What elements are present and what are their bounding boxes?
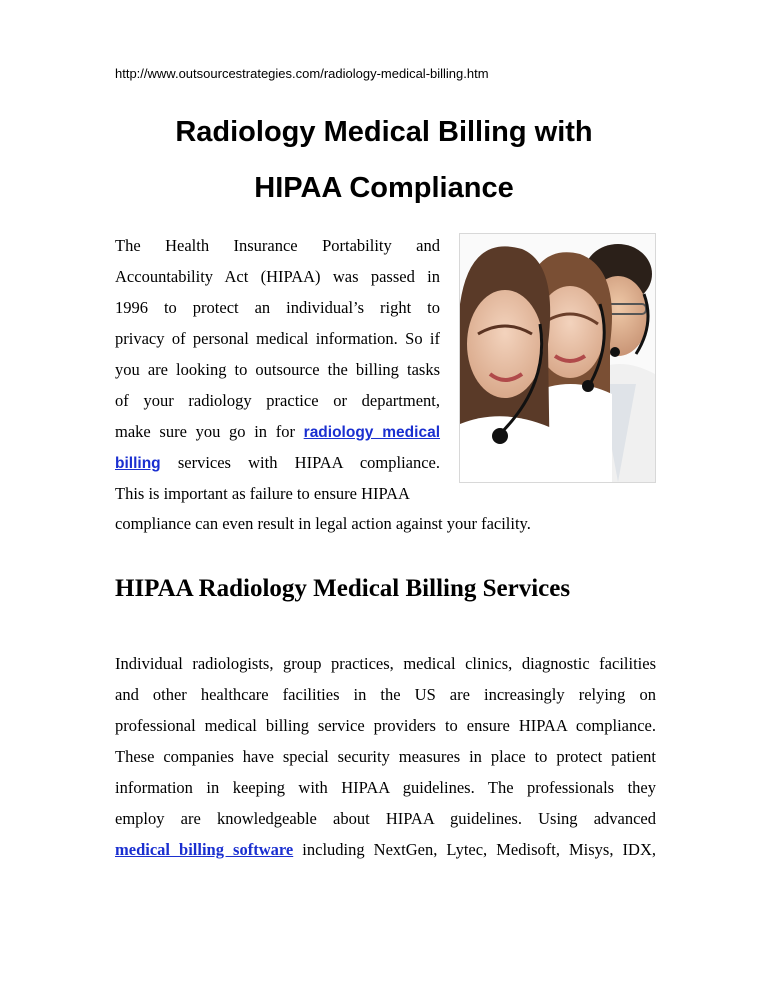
section-line: employ are knowledgeable about HIPAA guidelines. Using advanced [115, 809, 656, 828]
headset-team-photo [459, 233, 656, 483]
section-line: information in keeping with HIPAA guidelines. The professionals they [115, 778, 656, 797]
radiology-medical-billing-link-continued[interactable]: billing [115, 455, 161, 472]
intro-line: Accountability Act (HIPAA) was passed in [115, 267, 440, 286]
intro-line: The Health Insurance Portability and [115, 236, 440, 255]
section-line: medical billing software including NextGen, Lytec, Medisoft, Misys, IDX, [115, 840, 656, 859]
page-title-line-2: HIPAA Compliance [254, 172, 514, 204]
page-url: http://www.outsourcestrategies.com/radiology-medical-billing.htm [115, 66, 489, 81]
section-line: and other healthcare facilities in the US are increasingly relying on [115, 685, 656, 704]
intro-line: This is important as failure to ensure HIPAA [115, 484, 410, 503]
intro-line: you are looking to outsource the billing tasks [115, 360, 440, 379]
intro-line: of your radiology practice or department, [115, 391, 440, 410]
intro-paragraph [115, 230, 440, 509]
intro-line: make sure you go in for radiology medical [115, 422, 441, 441]
medical-billing-software-link[interactable]: medical billing software [115, 840, 294, 859]
section-heading: HIPAA Radiology Medical Billing Services [115, 575, 571, 602]
intro-line-final: compliance can even result in legal action against your facility. [115, 514, 531, 533]
section-line: professional medical billing service providers to ensure HIPAA compliance. [115, 716, 656, 735]
section-paragraph [115, 648, 656, 865]
section-line: Individual radiologists, group practices, medical clinics, diagnostic facilities [115, 654, 656, 673]
page-title-line-1: Radiology Medical Billing with [175, 116, 593, 148]
radiology-medical-billing-link[interactable]: radiology medical [303, 424, 441, 441]
intro-line: 1996 to protect an individual’s right to [115, 298, 440, 317]
section-line: These companies have special security measures in place to protect patient [115, 747, 656, 766]
intro-line: privacy of personal medical information. So if [115, 329, 440, 348]
intro-line: billing services with HIPAA compliance. [115, 453, 440, 472]
